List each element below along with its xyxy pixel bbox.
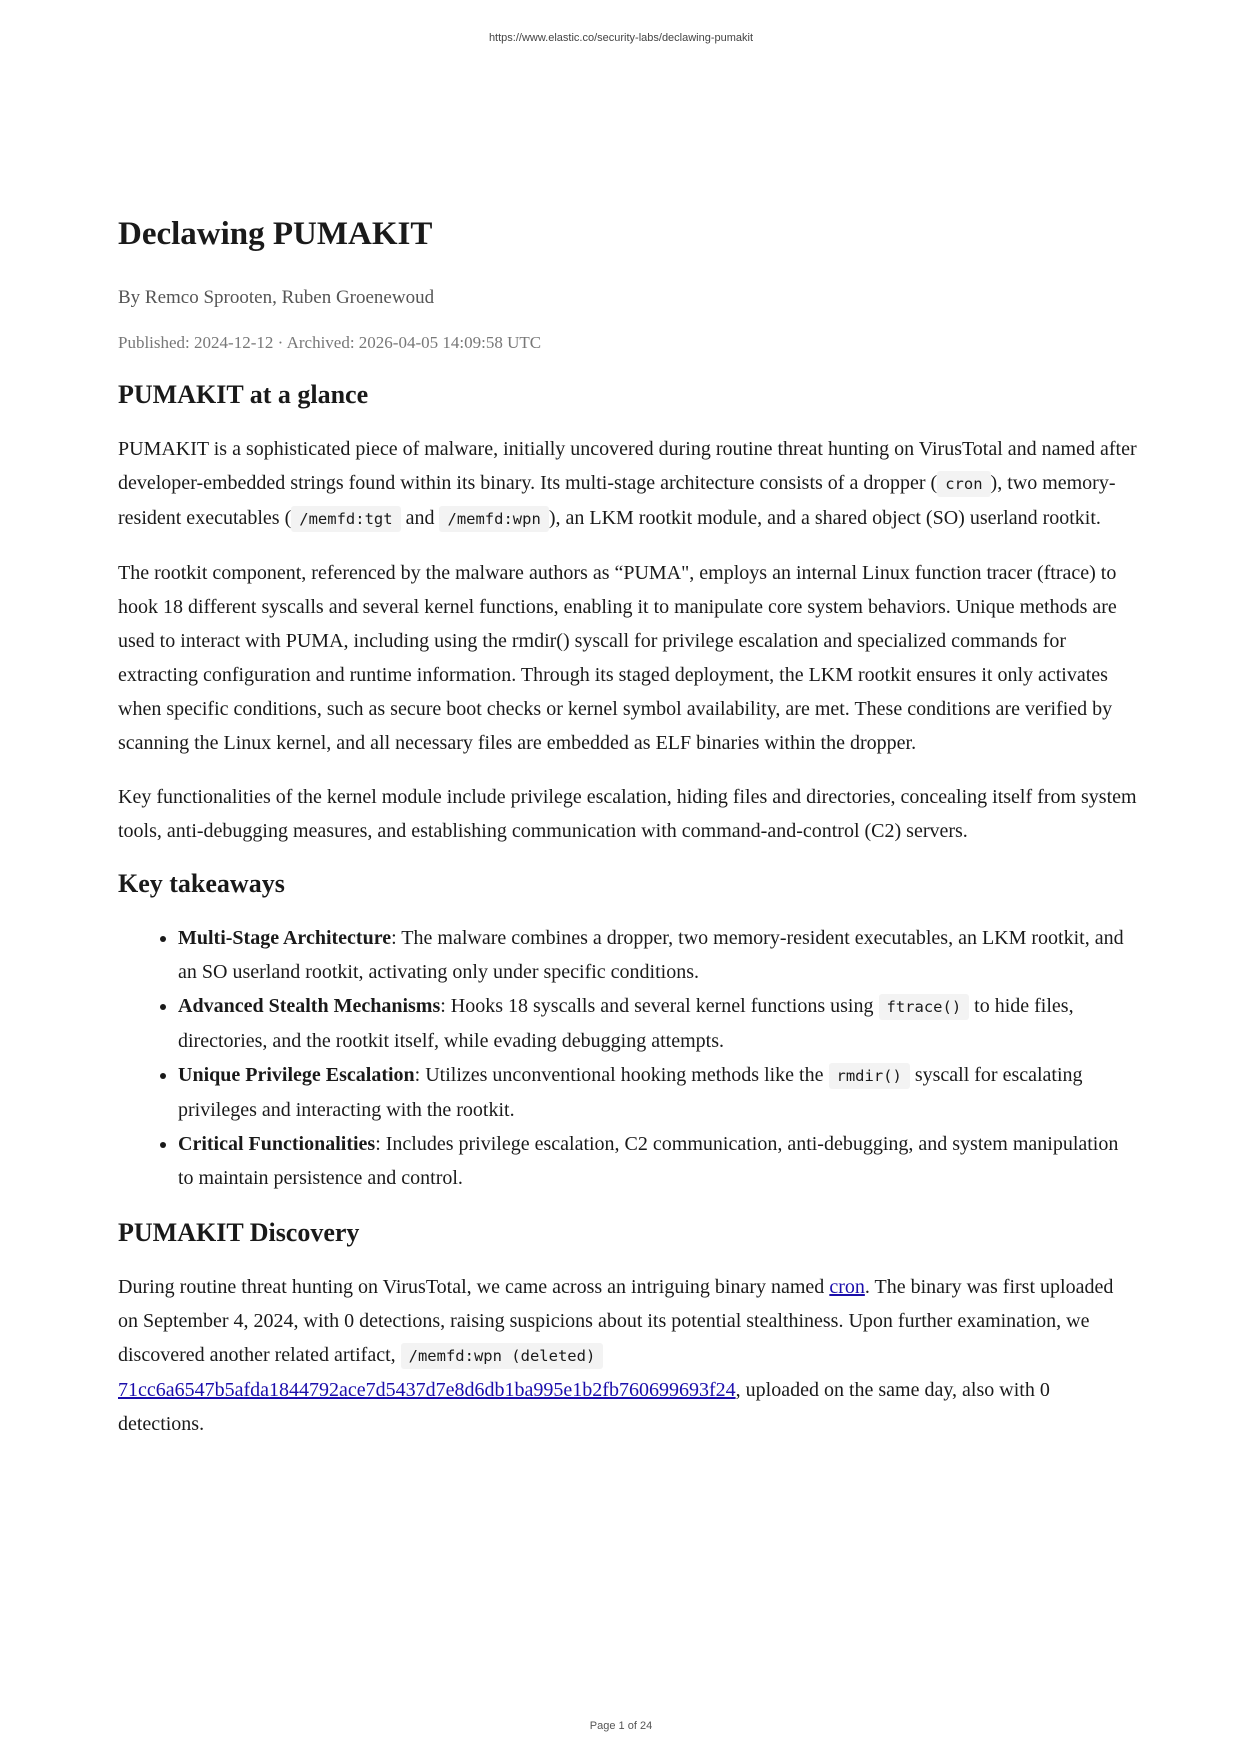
text: During routine threat hunting on VirusTotal, we came across an intriguing binary named xyxy=(118,1276,830,1299)
section-heading-glance: PUMAKIT at a glance xyxy=(118,379,369,409)
section-heading-discovery: PUMAKIT Discovery xyxy=(118,1217,360,1247)
text: and xyxy=(400,506,440,529)
item-title: Advanced Stealth Mechanisms xyxy=(178,994,441,1017)
paragraph: Key functionalities of the kernel module include privilege escalation, hiding files and directories, concealing itself from system tools, anti-debugging measures, and establishing communication with command-and-control (C2) servers. xyxy=(118,785,1137,842)
hash-link[interactable]: 71cc6a6547b5afda1844792ace7d5437d7e8d6db1ba995e1b2fb760699693f24 xyxy=(118,1379,736,1402)
list-item xyxy=(178,1058,1138,1127)
page-number: Page 1 of 24 xyxy=(589,1720,653,1732)
text: ), two memory-resident executables ( xyxy=(118,471,1116,529)
text: , uploaded on the same day, also with 0 detections. xyxy=(118,1379,1050,1436)
cron-link[interactable]: cron xyxy=(829,1276,865,1299)
item-title: Multi-Stage Architecture xyxy=(178,926,392,949)
section-heading-takeaways: Key takeaways xyxy=(118,868,285,898)
paragraph xyxy=(118,1270,1138,1441)
item-title: Critical Functionalities xyxy=(178,1132,376,1155)
inline-code: /memfd:wpn (deleted) xyxy=(401,1343,604,1369)
text: PUMAKIT is a sophisticated piece of malware, initially uncovered during routine threat hunting on VirusTotal and named after developer-embedded strings found within its binary. Its multi-stage architecture consists of a dropper ( xyxy=(118,437,1137,494)
text: : Utilizes unconventional hooking methods like the xyxy=(414,1063,829,1086)
text: : Hooks 18 syscalls and several kernel functions using xyxy=(440,994,879,1017)
article xyxy=(118,205,1138,1461)
text: . The binary was first uploaded on September 4, 2024, with 0 detections, raising suspicions about its potential stealthiness. Upon further examination, we discovered another related artifact, xyxy=(118,1276,1114,1367)
inline-code: cron xyxy=(937,471,990,497)
inline-code: /memfd:tgt xyxy=(291,506,400,532)
paragraph: The rootkit component, referenced by the malware authors as “PUMA", employs an internal Linux function tracer (ftrace) to hook 18 different syscalls and several kernel functions, enabling it to manipulate core system behaviors. Unique methods are used to interact with PUMA, including using the rmdir() syscall for privilege escalation and specialized commands for extracting configuration and runtime information. Through its staged deployment, the LKM rootkit ensures it only activates when specific conditions, such as secure boot checks or kernel symbol availability, are met. These conditions are verified by scanning the Linux kernel, and all necessary files are embedded as ELF binaries within the dropper. xyxy=(118,561,1117,754)
item-title: Unique Privilege Escalation xyxy=(178,1063,415,1086)
text: : Includes privilege escalation, C2 communication, anti-debugging, and system manipulation to maintain persistence and control. xyxy=(178,1132,1119,1189)
text: to hide files, directories, and the rootkit itself, while evading debugging attempts. xyxy=(178,994,1074,1052)
inline-code: ftrace() xyxy=(879,994,970,1020)
list-item xyxy=(178,921,1138,989)
text: ), an LKM rootkit module, and a shared object (SO) userland rootkit. xyxy=(548,506,1101,529)
inline-code: /memfd:wpn xyxy=(439,506,548,532)
list-item xyxy=(178,1127,1138,1195)
publish-meta: Published: 2024-12-12 · Archived: 2026-04-05 14:09:58 UTC xyxy=(118,332,542,352)
inline-code: rmdir() xyxy=(829,1063,910,1089)
byline: By Remco Sprooten, Ruben Groenewoud xyxy=(118,286,435,308)
article-title: Declawing PUMAKIT xyxy=(118,216,433,252)
text: syscall for escalating privileges and interacting with the rootkit. xyxy=(178,1063,1083,1121)
text: : The malware combines a dropper, two memory-resident executables, an LKM rootkit, and an SO userland rootkit, activating only under specific conditions. xyxy=(178,926,1124,983)
page-url: https://www.elastic.co/security-labs/declawing-pumakit xyxy=(488,32,754,44)
takeaways-list xyxy=(118,921,1138,1195)
list-item xyxy=(178,989,1138,1058)
paragraph xyxy=(118,432,1138,536)
